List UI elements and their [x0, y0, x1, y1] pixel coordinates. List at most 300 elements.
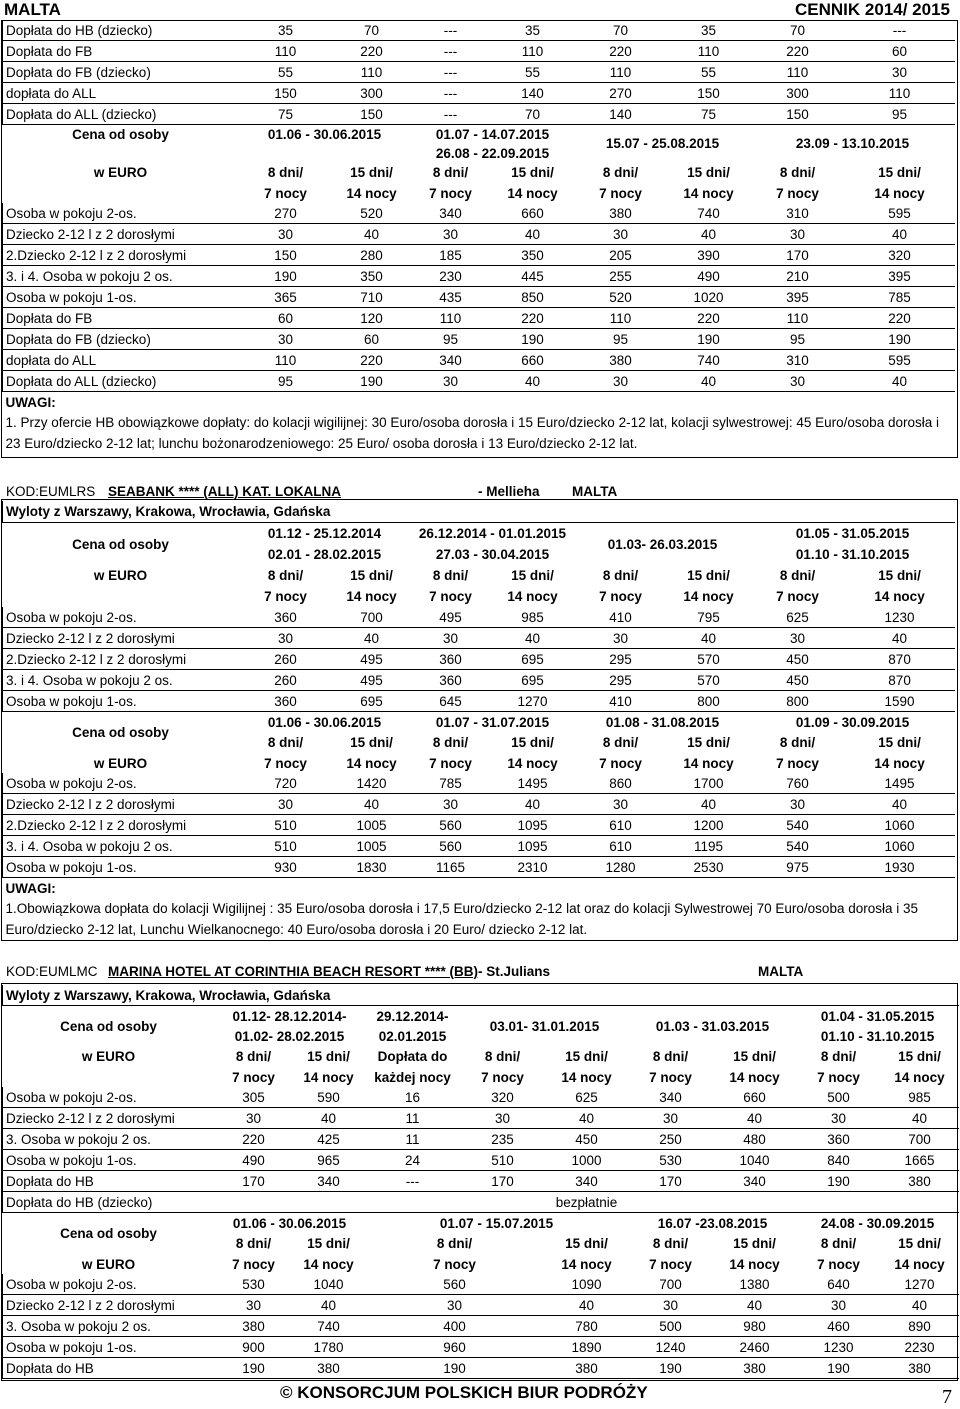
price-cell: 190	[333, 371, 411, 392]
price-cell: 30	[845, 62, 955, 83]
header-cell	[239, 144, 333, 162]
price-cell: 40	[293, 1295, 365, 1316]
price-cell: 95	[751, 329, 845, 350]
price-cell: 495	[333, 670, 411, 691]
price-cell: 435	[411, 287, 491, 308]
table-row	[3, 1108, 959, 1129]
price-cell: 500	[629, 1316, 713, 1337]
price-cell: 110	[751, 308, 845, 329]
table-row	[3, 83, 955, 104]
header-cell: 14 nocy	[346, 755, 397, 771]
price-cell: 40	[881, 1295, 959, 1316]
price-cell: 260	[239, 649, 333, 670]
price-cell: 1200	[667, 815, 751, 836]
price-cell: 150	[333, 104, 411, 125]
row-label: Osoba w pokoju 1-os.	[3, 1337, 215, 1358]
price-cell: 250	[629, 1129, 713, 1150]
price-cell: 850	[491, 287, 575, 308]
price-cell: 1280	[575, 857, 667, 878]
row-label: Osoba w pokoju 2-os.	[3, 607, 239, 628]
price-cell: 110	[239, 41, 333, 62]
row-label: Dopłata do FB (dziecko)	[3, 62, 239, 83]
price-cell: 30	[629, 1108, 713, 1129]
price-cell: 190	[845, 329, 955, 350]
price-cell: 360	[411, 649, 491, 670]
price-cell: 30	[751, 628, 845, 649]
price-cell: 150	[239, 83, 333, 104]
hotel-country: MALTA	[572, 484, 618, 499]
nights-label: 8 dni/	[602, 568, 639, 583]
price-cell: 220	[575, 41, 667, 62]
table-row	[3, 628, 955, 649]
price-cell: 1060	[845, 815, 955, 836]
price-cell: 185	[411, 245, 491, 266]
header-cell: 01.07 - 15.07.2015	[439, 1215, 554, 1231]
row-label: Osoba w pokoju 1-os.	[3, 1150, 215, 1171]
price-cell: 300	[333, 83, 411, 104]
nights-label: 15 dni/	[350, 568, 393, 583]
nights-label: 14 nocy	[507, 589, 558, 604]
header-cell: 8 dni/	[652, 1236, 689, 1251]
price-cell: 625	[751, 607, 845, 628]
price-cell: 520	[333, 203, 411, 224]
price-cell: 40	[667, 794, 751, 815]
price-cell: 595	[845, 203, 955, 224]
price-cell: 220	[333, 41, 411, 62]
table-row	[3, 203, 955, 224]
price-cell: 75	[667, 104, 751, 125]
row-label: Dopłata do ALL (dziecko)	[3, 371, 239, 392]
table-row	[3, 287, 955, 308]
row-label: Osoba w pokoju 1-os.	[3, 691, 239, 712]
price-cell: 190	[797, 1171, 881, 1192]
nights-label: 14 nocy	[874, 589, 925, 604]
header-cell: 8 dni/	[432, 735, 469, 750]
row-label: Osoba w pokoju 1-os.	[3, 287, 239, 308]
price-cell: 890	[881, 1316, 959, 1337]
price-cell: 870	[845, 649, 955, 670]
price-cell: 410	[575, 607, 667, 628]
price-cell: 1240	[629, 1337, 713, 1358]
header-cell: 8 dni/	[820, 1049, 857, 1064]
row-label: Dopłata do HB (dziecko)	[3, 20, 239, 41]
price-cell: 30	[797, 1295, 881, 1316]
price-cell: 980	[713, 1316, 797, 1337]
price-cell: 60	[239, 308, 333, 329]
price-cell: 30	[239, 794, 333, 815]
price-cell: 540	[751, 836, 845, 857]
price-cell: 55	[667, 62, 751, 83]
notes-text: 1.Obowiązkowa dopłata do kolacji Wigilijnej : 35 Euro/osoba dorosła i 17,5 Euro/dziecko 2-12 lat oraz do kolacji Sylwestrowej 70 Euro/osoba dorosła i 35 Euro/dziecko 2-12 lat, Lunchu Wielkanocnego: 40 Euro/osoba dorosła i 20 Euro/ dziecko 2-12 lat.	[5, 901, 919, 937]
row-label: Osoba w pokoju 2-os.	[3, 1087, 215, 1108]
header-cell: 7 nocy	[776, 755, 819, 771]
header-cell: 01.10 - 31.10.2015	[820, 1028, 935, 1044]
price-cell: 390	[667, 245, 751, 266]
table-row	[3, 1129, 959, 1150]
catalog-title: CENNIK 2014/ 2015	[795, 0, 950, 19]
header-cell: 7 nocy	[429, 755, 472, 771]
price-cell: 170	[215, 1171, 293, 1192]
price-cell: 150	[667, 83, 751, 104]
price-cell: 445	[491, 266, 575, 287]
header-cell: 8 dni/	[436, 1236, 473, 1251]
row-label: 3. i 4. Osoba w pokoju 2 os.	[3, 670, 239, 691]
header-cell: 15 dni/	[565, 1049, 608, 1064]
nights-label: 14 nocy	[683, 185, 734, 201]
header-cell: 15 dni/	[878, 735, 921, 750]
price-cell: 40	[293, 1108, 365, 1129]
price-cell: 110	[491, 41, 575, 62]
price-cell: 190	[491, 329, 575, 350]
price-cell: 205	[575, 245, 667, 266]
price-cell: 2310	[491, 857, 575, 878]
header-cell: 01.02- 28.02.2015	[234, 1028, 345, 1044]
price-cell: 210	[751, 266, 845, 287]
price-cell: 270	[575, 83, 667, 104]
price-cell: ---	[365, 1171, 461, 1192]
price-cell: 965	[293, 1150, 365, 1171]
header-cell: 14 nocy	[561, 1069, 612, 1085]
header-cell: 8 dni/	[235, 1049, 272, 1064]
header-cell: 01.12- 28.12.2014-	[232, 1008, 347, 1024]
header-cell	[3, 183, 239, 203]
header-cell: 02.01 - 28.02.2015	[267, 547, 382, 562]
price-cell: 220	[215, 1129, 293, 1150]
price-cell: 110	[667, 41, 751, 62]
header-cell: 14 nocy	[874, 755, 925, 771]
header-cell: 14 nocy	[507, 755, 558, 771]
header-cell: w EURO	[93, 568, 148, 583]
price-cell: 1020	[667, 287, 751, 308]
price-cell: 60	[845, 41, 955, 62]
header-cell: 01.07 - 14.07.2015	[435, 127, 550, 142]
price-cell: 975	[751, 857, 845, 878]
price-cell: 120	[333, 308, 411, 329]
price-cell: 340	[713, 1171, 797, 1192]
row-label: Dziecko 2-12 l z 2 dorosłymi	[3, 628, 239, 649]
price-cell: 700	[629, 1274, 713, 1295]
price-cell: 40	[491, 628, 575, 649]
price-cell: 95	[575, 329, 667, 350]
price-cell: 40	[667, 628, 751, 649]
header-cell: Cena od osoby	[72, 127, 169, 142]
price-cell: 30	[751, 371, 845, 392]
price-cell: 640	[797, 1274, 881, 1295]
price-cell: 95	[411, 329, 491, 350]
header-cell	[3, 586, 239, 607]
header-cell: 26.08 - 22.09.2015	[435, 145, 550, 161]
price-cell: 40	[491, 371, 575, 392]
price-cell: 350	[333, 266, 411, 287]
header-cell: 15 dni/	[350, 735, 393, 750]
price-cell: 40	[491, 224, 575, 245]
row-label: Dopłata do HB	[3, 1358, 215, 1379]
header-row	[3, 712, 955, 733]
notes-heading: UWAGI:	[5, 394, 56, 410]
price-cell: 785	[845, 287, 955, 308]
price-cell: 1195	[667, 836, 751, 857]
price-cell: 140	[575, 104, 667, 125]
price-cell: 320	[845, 245, 955, 266]
price-cell: 170	[751, 245, 845, 266]
table-row	[3, 41, 955, 62]
departure-info: Wyloty z Warszawy, Krakowa, Wrocławia, Gdańska	[3, 985, 959, 1006]
header-cell: Cena od osoby	[60, 1226, 157, 1241]
price-cell: 1165	[411, 857, 491, 878]
price-cell: 40	[713, 1295, 797, 1316]
row-label: 2.Dziecko 2-12 l z 2 dorosłymi	[3, 245, 239, 266]
page-number: 7	[942, 1386, 952, 1408]
header-cell: 23.09 - 13.10.2015	[795, 136, 910, 151]
header-cell: 01.10 - 31.10.2015	[795, 547, 910, 562]
header-cell: 14 nocy	[729, 1256, 780, 1272]
price-cell: 310	[751, 350, 845, 371]
table-row	[3, 773, 955, 794]
price-cell: 785	[411, 773, 491, 794]
price-cell: 70	[333, 20, 411, 41]
price-cell: 40	[667, 224, 751, 245]
price-cell: 930	[239, 857, 333, 878]
table-row	[3, 245, 955, 266]
price-cell: 40	[333, 224, 411, 245]
price-cell: 380	[545, 1358, 629, 1379]
table-row	[3, 1337, 959, 1358]
price-cell: 710	[333, 287, 411, 308]
price-cell: 500	[797, 1087, 881, 1108]
header-row	[3, 125, 955, 145]
price-cell: 660	[491, 203, 575, 224]
price-cell: 495	[411, 607, 491, 628]
hotel-name: SEABANK **** (ALL) KAT. LOKALNA	[108, 484, 341, 499]
nights-label: 8 dni/	[267, 165, 304, 180]
nights-label: 7 nocy	[429, 589, 472, 604]
table-row	[3, 649, 955, 670]
header-cell: Cena od osoby	[72, 725, 169, 740]
header-cell: 15 dni/	[898, 1049, 941, 1064]
hotel-country: MALTA	[758, 964, 804, 979]
price-cell: 190	[797, 1358, 881, 1379]
hotel-name: MARINA HOTEL AT CORINTHIA BEACH RESORT **** (BB)	[108, 964, 478, 979]
price-cell: 40	[333, 794, 411, 815]
price-cell: 1060	[845, 836, 955, 857]
header-cell: 01.08 - 31.08.2015	[605, 714, 720, 730]
price-cell: 695	[491, 649, 575, 670]
price-cell: 55	[239, 62, 333, 83]
price-cell: 1000	[545, 1150, 629, 1171]
price-cell: 110	[575, 308, 667, 329]
price-cell: 30	[797, 1108, 881, 1129]
price-cell: 490	[215, 1150, 293, 1171]
price-cell: 380	[575, 203, 667, 224]
price-cell: 360	[411, 670, 491, 691]
price-cell: 95	[239, 371, 333, 392]
price-cell: 560	[411, 836, 491, 857]
nights-label: 7 nocy	[264, 185, 307, 201]
nights-label: 14 nocy	[346, 185, 397, 201]
nights-label: 8 dni/	[267, 568, 304, 583]
row-label: Dziecko 2-12 l z 2 dorosłymi	[3, 1295, 215, 1316]
nights-label: 7 nocy	[599, 185, 642, 201]
nights-label: 8 dni/	[779, 165, 816, 180]
price-cell: 800	[751, 691, 845, 712]
price-cell: 170	[461, 1171, 545, 1192]
table-row	[3, 607, 955, 628]
hotel-town: - St.Julians	[478, 964, 551, 979]
price-cell: 380	[881, 1171, 959, 1192]
price-cell: 60	[333, 329, 411, 350]
price-cell: 1380	[713, 1274, 797, 1295]
price-cell: 1090	[545, 1274, 629, 1295]
header-cell: 01.12 - 25.12.2014	[267, 526, 382, 541]
header-cell: 15 dni/	[565, 1236, 608, 1251]
price-cell: 255	[575, 266, 667, 287]
price-cell: 190	[667, 329, 751, 350]
header-cell: 01.06 - 30.06.2015	[267, 127, 382, 142]
nights-label: 14 nocy	[874, 185, 925, 201]
price-cell: 1270	[881, 1274, 959, 1295]
price-cell: 30	[239, 628, 333, 649]
price-cell: 295	[575, 649, 667, 670]
price-cell: 900	[215, 1337, 293, 1358]
price-cell: 410	[575, 691, 667, 712]
price-cell: 110	[239, 350, 333, 371]
row-label: Dopłata do FB	[3, 41, 239, 62]
price-cell: 280	[333, 245, 411, 266]
header-cell	[3, 144, 239, 162]
header-cell	[3, 1067, 215, 1087]
price-cell: 610	[575, 836, 667, 857]
price-cell: 395	[751, 287, 845, 308]
row-label: Dziecko 2-12 l z 2 dorosłymi	[3, 1108, 215, 1129]
price-cell: 510	[239, 815, 333, 836]
notes-text: 1. Przy ofercie HB obowiązkowe dopłaty: do kolacji wigilijnej: 30 Euro/osoba dorosła i 15 Euro/dziecko 2-12 lat, kolacji sylwestrowej: 45 Euro/osoba dorosła i 23 Euro/dziecko 2-12 lat; lunchu bożonarodzeniowego: 25 Euro/ osoba dorosła i 13 Euro/dziecko 2-12 lat.	[5, 415, 939, 451]
price-cell: 40	[491, 794, 575, 815]
row-label: 3. Osoba w pokoju 2 os.	[3, 1129, 215, 1150]
nights-label: 7 nocy	[264, 589, 307, 604]
price-cell: 110	[751, 62, 845, 83]
row-label: Dopłata do HB	[3, 1171, 215, 1192]
page-header	[0, 0, 960, 20]
row-label: Dopłata do HB (dziecko)	[3, 1192, 215, 1213]
row-label: Dopłata do FB	[3, 308, 239, 329]
price-cell: 30	[411, 794, 491, 815]
price-cell: 310	[751, 203, 845, 224]
table-row	[3, 1274, 959, 1295]
price-cell: 560	[411, 815, 491, 836]
price-cell: 270	[239, 203, 333, 224]
price-cell: 695	[333, 691, 411, 712]
price-cell: ---	[845, 20, 955, 41]
price-cell: 1830	[333, 857, 411, 878]
price-cell: 40	[333, 628, 411, 649]
header-row	[3, 1046, 959, 1067]
header-cell: 27.03 - 30.04.2015	[435, 547, 550, 562]
header-cell: 01.03- 26.03.2015	[607, 536, 718, 552]
price-cell: ---	[411, 83, 491, 104]
nights-label: 14 nocy	[683, 589, 734, 604]
header-cell: 01.04 - 31.05.2015	[820, 1008, 935, 1024]
price-cell: 530	[215, 1274, 293, 1295]
nights-label: 15 dni/	[878, 568, 921, 583]
header-cell: w EURO	[93, 165, 148, 180]
price-cell: 110	[575, 62, 667, 83]
price-cell: 220	[667, 308, 751, 329]
price-cell: 1095	[491, 815, 575, 836]
price-cell: 450	[545, 1129, 629, 1150]
price-cell: 610	[575, 815, 667, 836]
price-cell: 40	[881, 1108, 959, 1129]
nights-label: 7 nocy	[599, 589, 642, 604]
price-cell: ---	[411, 41, 491, 62]
header-row	[3, 1006, 959, 1027]
header-cell: 15 dni/	[733, 1236, 776, 1251]
price-cell: 570	[667, 670, 751, 691]
price-cell: 30	[751, 794, 845, 815]
header-cell: 7 nocy	[433, 1256, 476, 1272]
price-cell: 495	[333, 649, 411, 670]
price-cell: 24	[365, 1150, 461, 1171]
row-label: 3. i 4. Osoba w pokoju 2 os.	[3, 266, 239, 287]
price-cell: 220	[491, 308, 575, 329]
table-row	[3, 857, 955, 878]
table-row	[3, 224, 955, 245]
price-cell: 740	[667, 350, 751, 371]
price-cell: 30	[629, 1295, 713, 1316]
header-cell: 7 nocy	[264, 755, 307, 771]
price-cell: 55	[491, 62, 575, 83]
price-cell: 190	[365, 1358, 545, 1379]
price-cell: 1420	[333, 773, 411, 794]
header-cell: 24.08 - 30.09.2015	[820, 1215, 935, 1231]
price-cell: 400	[365, 1316, 545, 1337]
header-cell: 7 nocy	[817, 1256, 860, 1272]
header-cell: 01.06 - 30.06.2015	[232, 1215, 347, 1231]
nights-label: 14 nocy	[346, 589, 397, 604]
table-row	[3, 1192, 959, 1213]
price-cell: 380	[881, 1358, 959, 1379]
price-cell: 380	[215, 1316, 293, 1337]
header-cell: w EURO	[81, 1049, 136, 1064]
price-cell: 150	[751, 104, 845, 125]
nights-label: 15 dni/	[687, 165, 730, 180]
price-cell: 30	[365, 1295, 545, 1316]
price-cell: 1095	[491, 836, 575, 857]
nights-label: 15 dni/	[350, 165, 393, 180]
header-cell: 26.12.2014 - 01.01.2015	[418, 526, 567, 541]
price-cell: ---	[411, 20, 491, 41]
header-cell: 15 dni/	[898, 1236, 941, 1251]
price-cell: 520	[575, 287, 667, 308]
price-cell: 150	[239, 245, 333, 266]
header-cell: 14 nocy	[303, 1069, 354, 1085]
price-cell: bezpłatnie	[215, 1192, 959, 1213]
price-cell: 395	[845, 266, 955, 287]
price-cell: 30	[575, 371, 667, 392]
header-cell: każdej nocy	[374, 1069, 451, 1085]
table-row	[3, 104, 955, 125]
price-cell: 300	[751, 83, 845, 104]
header-cell: 7 nocy	[481, 1069, 524, 1085]
price-cell: 740	[293, 1316, 365, 1337]
price-cell: 30	[239, 224, 333, 245]
header-cell: 01.05 - 31.05.2015	[795, 526, 910, 541]
header-cell: 7 nocy	[599, 755, 642, 771]
table-row	[3, 1316, 959, 1337]
header-cell: 8 dni/	[779, 735, 816, 750]
price-cell: 720	[239, 773, 333, 794]
price-cell: 11	[365, 1129, 461, 1150]
price-cell: 1890	[545, 1337, 629, 1358]
